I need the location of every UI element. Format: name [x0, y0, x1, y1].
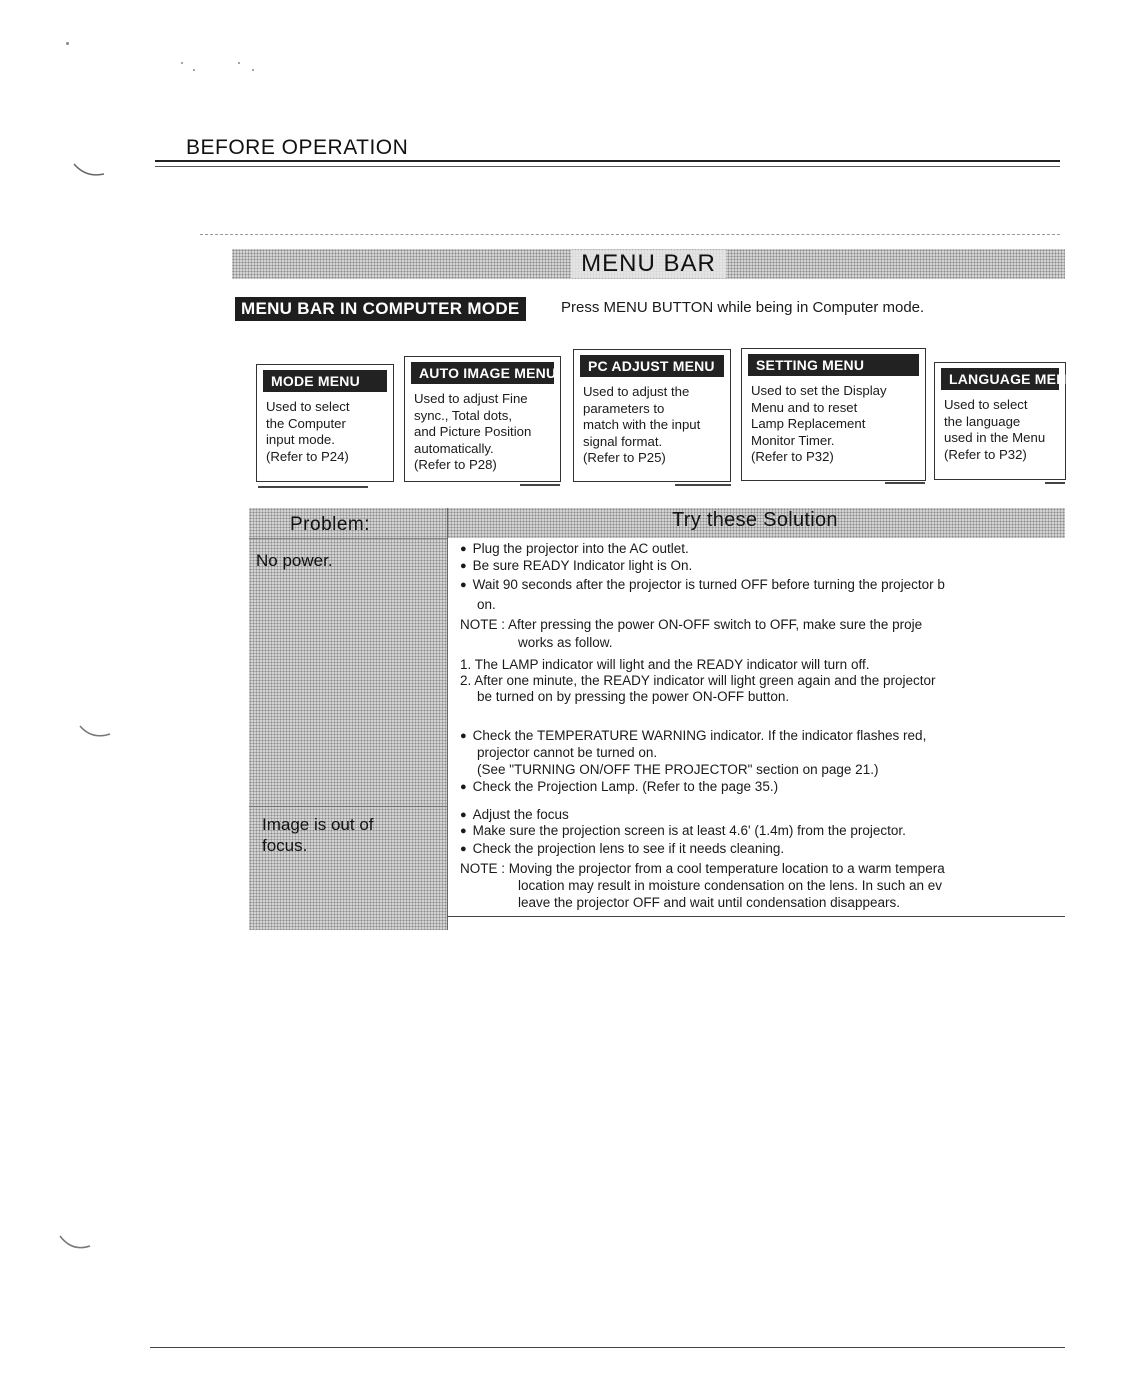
- solution-step-cont: be turned on by pressing the power ON-OFF button.: [477, 689, 790, 704]
- box-shadow-tail: [675, 484, 731, 486]
- solution-step: 2. After one minute, the READY indicator will light green again and the projector: [460, 673, 936, 688]
- solution-line: ● Wait 90 seconds after the projector is turned OFF before turning the projector b: [460, 576, 1065, 595]
- mode-menu-box: [256, 364, 394, 482]
- solution-line: on.: [477, 597, 496, 612]
- scan-speck: [252, 69, 254, 71]
- auto-image-menu-title: AUTO IMAGE MENU: [411, 362, 554, 384]
- scan-speck: [193, 69, 195, 71]
- problem-no-power: No power.: [256, 551, 333, 570]
- solution-line: ● Adjust the focus: [460, 806, 1065, 825]
- section-title: BEFORE OPERATION: [186, 136, 409, 159]
- solution-line: ● Check the TEMPERATURE WARNING indicator. If the indicator flashes red,: [460, 727, 1065, 746]
- setting-menu-box: [741, 348, 926, 481]
- footer-rule: [150, 1347, 1065, 1348]
- auto-image-menu-text: Used to adjust Fine sync., Total dots, and Picture Position automatically. (Refer to P28): [414, 391, 532, 472]
- problem-out-of-focus: Image is out of focus.: [262, 815, 374, 855]
- solution-line: ● Check the Projection Lamp. (Refer to the page 35.): [460, 778, 1065, 797]
- pc-adjust-menu-title: PC ADJUST MENU: [580, 355, 724, 377]
- mode-menu-text: Used to select the Computer input mode. (Refer to P24): [266, 399, 350, 464]
- language-menu-text: Used to select the language used in the Menu (Refer to P32): [944, 397, 1046, 462]
- auto-image-menu-box: [404, 356, 561, 482]
- solution-line-cont: projector cannot be turned on.: [477, 745, 658, 760]
- solution-header: Try these Solution: [672, 509, 838, 531]
- solution-line: ● Be sure READY Indicator light is On.: [460, 557, 1065, 576]
- solution-step: 1. The LAMP indicator will light and the READY indicator will turn off.: [460, 657, 870, 672]
- header-rule-thin: [155, 166, 1060, 167]
- header-rule: [155, 160, 1060, 162]
- solution-line: ● Check the projection lens to see if it needs cleaning.: [460, 840, 1065, 859]
- table-column-divider: [447, 508, 448, 930]
- setting-menu-title: SETTING MENU: [748, 354, 919, 376]
- box-shadow-tail: [885, 482, 925, 484]
- pc-adjust-menu-text: Used to adjust the parameters to match with the input signal format. (Refer to P25): [583, 384, 701, 465]
- solution-note-cont: location may result in moisture condensation on the lens. In such an ev: [518, 878, 942, 893]
- binding-hole-mark: [72, 160, 108, 180]
- table-row-divider: [249, 806, 447, 807]
- menu-bar-title: MENU BAR: [571, 250, 726, 278]
- computer-mode-label: MENU BAR IN COMPUTER MODE: [235, 297, 526, 321]
- language-menu-box: [934, 362, 1077, 480]
- problem-column: [249, 508, 447, 930]
- table-bottom-line: [447, 916, 1065, 917]
- mode-menu-title: MODE MENU: [263, 370, 387, 392]
- solution-line-cont: (See "TURNING ON/OFF THE PROJECTOR" section on page 21.): [477, 762, 879, 777]
- solution-note-cont: leave the projector OFF and wait until condensation disappears.: [518, 895, 900, 910]
- pc-adjust-menu-box: [573, 349, 731, 482]
- binding-hole-mark: [78, 722, 114, 742]
- computer-mode-description: Press MENU BUTTON while being in Computer mode.: [561, 299, 925, 316]
- scan-speck: [238, 62, 240, 64]
- setting-menu-text: Used to set the Display Menu and to reset Lamp Replacement Monitor Timer. (Refer to P32): [751, 383, 887, 464]
- scan-speck: [66, 42, 69, 45]
- solution-line: ● Make sure the projection screen is at least 4.6' (1.4m) from the projector.: [460, 822, 1065, 841]
- solution-note: NOTE : Moving the projector from a cool temperature location to a warm tempera: [460, 861, 945, 876]
- scan-speck: [181, 62, 183, 64]
- solution-line: ● Plug the projector into the AC outlet.: [460, 540, 1065, 559]
- table-header-divider: [249, 538, 447, 539]
- dashed-divider: [200, 234, 1060, 235]
- binding-hole-mark: [58, 1232, 94, 1254]
- problem-header: Problem:: [290, 514, 371, 535]
- solution-note-cont: works as follow.: [518, 635, 613, 650]
- language-menu-title: LANGUAGE MENU: [941, 368, 1059, 390]
- box-shadow-tail: [1045, 482, 1065, 484]
- box-shadow-tail: [258, 486, 368, 488]
- solution-note: NOTE : After pressing the power ON-OFF switch to OFF, make sure the proje: [460, 617, 923, 632]
- menu-bar-banner: [232, 249, 1065, 279]
- box-shadow-tail: [520, 484, 560, 486]
